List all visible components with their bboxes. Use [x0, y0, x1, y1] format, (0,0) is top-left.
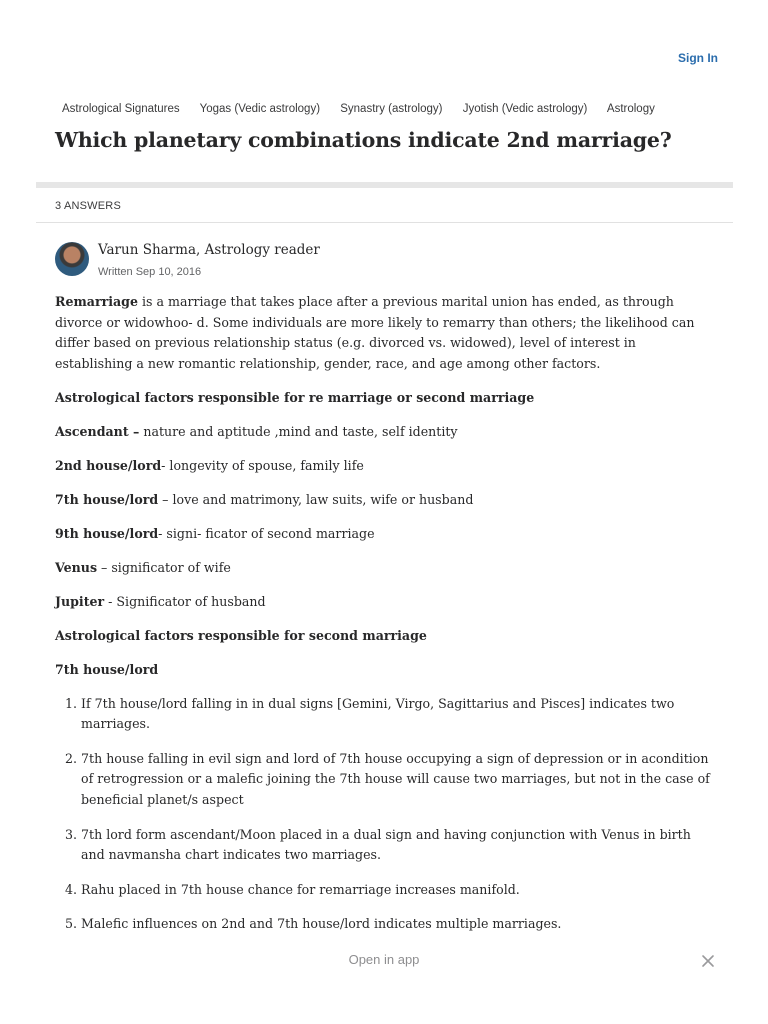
topic-tag[interactable]: Yogas (Vedic astrology)	[199, 103, 321, 115]
intro-paragraph	[55, 292, 710, 374]
intro-bold: Remarriage	[55, 294, 138, 309]
open-in-app-button[interactable]: Open in app	[348, 952, 420, 967]
topic-tag[interactable]: Synastry (astrology)	[340, 103, 443, 115]
factor-item: 2nd house/lord- longevity of spouse, family life	[55, 457, 364, 473]
topic-list	[62, 103, 672, 115]
factor-item: 7th house/lord – love and matrimony, law suits, wife or husband	[55, 491, 474, 507]
list-item: 5. Malefic influences on 2nd and 7th house/lord indicates multiple marriages.	[81, 914, 710, 935]
factor-item: Venus – significator of wife	[55, 559, 231, 575]
question-title: Which planetary combinations indicate 2nd marriage?	[55, 128, 672, 152]
close-icon[interactable]	[700, 953, 716, 969]
section-heading: Astrological factors responsible for second marriage	[55, 627, 427, 643]
section-divider	[36, 182, 733, 188]
topic-tag[interactable]: Astrology	[606, 103, 655, 115]
author-name[interactable]: Varun Sharma, Astrology reader	[98, 242, 320, 258]
sign-in-link[interactable]: Sign In	[678, 51, 718, 65]
answer-date: Written Sep 10, 2016	[98, 266, 202, 278]
section-heading: 7th house/lord	[55, 661, 159, 677]
factor-item: 9th house/lord- signi- ficator of second marriage	[55, 525, 375, 541]
section-heading: Astrological factors responsible for re marriage or second marriage	[55, 389, 535, 405]
marriage-indicators-list	[55, 694, 710, 935]
intro-text: is a marriage that takes place after a previous marital union has ended, as through divorce or widowhoo- d. Some individuals are more likely to remarry than others; the likelihood can differ based on previous relationship status (e.g. divorced vs. widowed), level of interest in establishing a new romantic relationship, gender, race, and age among other factors.	[55, 294, 695, 371]
list-item: 3. 7th lord form ascendant/Moon placed in a dual sign and having conjunction with Venus in birth and navmansha chart indicates two marriages.	[81, 825, 710, 866]
divider	[36, 222, 733, 223]
factor-item: Ascendant – nature and aptitude ,mind and taste, self identity	[55, 423, 458, 439]
factor-item: Jupiter - Significator of husband	[55, 593, 266, 609]
answer-content	[55, 292, 710, 949]
author-avatar[interactable]	[55, 242, 89, 276]
topic-tag[interactable]: Jyotish (Vedic astrology)	[462, 103, 588, 115]
answers-count: 3 ANSWERS	[55, 200, 121, 212]
list-item: 2. 7th house falling in evil sign and lord of 7th house occupying a sign of depression or in acondition of retrogression or a malefic joining the 7th house will cause two marriages, but not in the case of beneficial planet/s aspect	[81, 749, 710, 811]
topic-tag[interactable]: Astrological Signatures	[62, 103, 180, 115]
list-item: 4. Rahu placed in 7th house chance for remarriage increases manifold.	[81, 880, 710, 901]
list-item: 1. If 7th house/lord falling in in dual signs [Gemini, Virgo, Sagittarius and Pisces] indicates two marriages.	[81, 694, 710, 735]
